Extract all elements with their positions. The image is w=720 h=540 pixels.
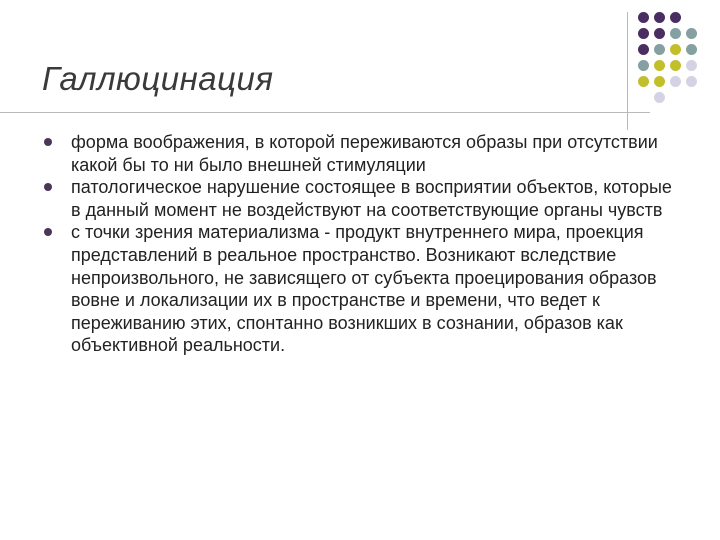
decorative-dot	[670, 60, 681, 71]
bullet-text: форма воображения, в которой переживаются образы при отсутствии какой бы то ни было внешней стимуляции	[71, 132, 658, 175]
decorative-dot	[670, 28, 681, 39]
decorative-dot	[654, 60, 665, 71]
decorative-dot	[654, 28, 665, 39]
bullet-text: патологическое нарушение состоящее в восприятии объектов, которые в данный момент не воздействуют на соответствующие органы чувств	[71, 177, 672, 220]
decorative-dot	[686, 60, 697, 71]
decorative-dot	[654, 12, 665, 23]
decorative-dot	[654, 44, 665, 55]
decorative-dot-grid	[638, 12, 718, 112]
decorative-dot	[686, 76, 697, 87]
vertical-rule	[627, 12, 628, 130]
bullet-item	[44, 131, 674, 176]
bullet-text: с точки зрения материализма - продукт внутреннего мира, проекция представлений в реальное пространство. Возникают вследствие непроизвольного, не зависящего от субъекта проецирования образов вовне и локализации их в пространстве и времени, что ведет к переживанию этих, спонтанно возникших в сознании, образов как объективной реальности.	[71, 222, 657, 356]
bullet-list	[44, 131, 674, 357]
bullet-icon	[44, 228, 52, 236]
decorative-dot	[638, 60, 649, 71]
decorative-dot	[638, 28, 649, 39]
decorative-dot	[638, 12, 649, 23]
decorative-dot	[638, 76, 649, 87]
bullet-item	[44, 176, 674, 221]
bullet-icon	[44, 138, 52, 146]
decorative-dot	[670, 12, 681, 23]
decorative-dot	[686, 28, 697, 39]
bullet-item	[44, 221, 674, 357]
horizontal-rule	[0, 112, 650, 113]
decorative-dot	[670, 76, 681, 87]
slide-title: Галлюцинация	[42, 60, 274, 97]
decorative-dot	[638, 44, 649, 55]
decorative-dot	[654, 92, 665, 103]
decorative-dot	[654, 76, 665, 87]
bullet-icon	[44, 183, 52, 191]
decorative-dot	[670, 44, 681, 55]
decorative-dot	[686, 44, 697, 55]
